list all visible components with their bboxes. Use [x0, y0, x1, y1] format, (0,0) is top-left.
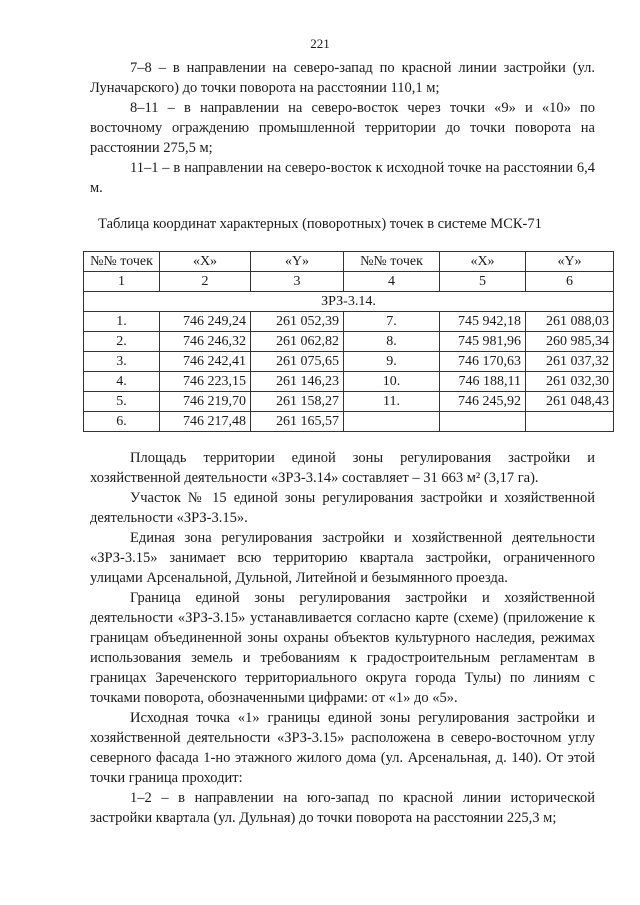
- table-header-cell: №№ точек: [344, 252, 440, 272]
- table-row: [84, 372, 614, 392]
- x-coordinate: 746 188,11: [440, 372, 526, 392]
- point-number: 7.: [344, 312, 440, 332]
- table-zone-row: [84, 292, 614, 312]
- zone-title: ЗРЗ-3.14.: [84, 292, 614, 312]
- page-number: 221: [310, 36, 330, 51]
- y-coordinate: 261 037,32: [526, 352, 614, 372]
- point-number: 6.: [84, 412, 160, 432]
- point-number: 2.: [84, 332, 160, 352]
- y-coordinate: 261 165,57: [251, 412, 344, 432]
- top-text-block: [90, 58, 595, 198]
- table-number-cell: 1: [84, 272, 160, 292]
- table-header-cell: «Y»: [251, 252, 344, 272]
- x-coordinate: 746 249,24: [160, 312, 251, 332]
- paragraph: Площадь территории единой зоны регулирования застройки и хозяйственной деятельности «ЗРЗ-3.14» составляет – 31 663 м² (3,17 га).: [90, 450, 595, 486]
- table-number-cell: 5: [440, 272, 526, 292]
- table-row: [84, 412, 614, 432]
- point-number: 11.: [344, 392, 440, 412]
- point-number: 5.: [84, 392, 160, 412]
- paragraph: Граница единой зоны регулирования застройки и хозяйственной деятельности «ЗРЗ-3.15» устанавливается согласно карте (схеме) (приложение к границам объединенной зоны охраны объектов культурного наследия, режимах использования земель и требованиям к градостроительным регламентам в границах Зареченского территориального округа города Тулы) по линиям с точками поворота, обозначенными цифрами: от «1» до «5».: [90, 590, 595, 706]
- y-coordinate: 261 048,43: [526, 392, 614, 412]
- bottom-text-block: [90, 448, 595, 828]
- x-coordinate: 745 981,96: [440, 332, 526, 352]
- x-coordinate: [440, 412, 526, 432]
- table-header-cell: «Y»: [526, 252, 614, 272]
- paragraph: 1–2 – в направлении на юго-запад по красной линии исторической застройки квартала (ул. Дульная) до точки поворота на расстоянии 225,3 м;: [90, 790, 595, 826]
- table-number-cell: 6: [526, 272, 614, 292]
- table-number-row: [84, 272, 614, 292]
- y-coordinate: 261 146,23: [251, 372, 344, 392]
- y-coordinate: 261 062,82: [251, 332, 344, 352]
- table-number-cell: 3: [251, 272, 344, 292]
- table-header-cell: «X»: [160, 252, 251, 272]
- x-coordinate: 746 245,92: [440, 392, 526, 412]
- x-coordinate: 746 217,48: [160, 412, 251, 432]
- x-coordinate: 746 219,70: [160, 392, 251, 412]
- point-number: 10.: [344, 372, 440, 392]
- table-header-cell: №№ точек: [84, 252, 160, 272]
- table-number-cell: 4: [344, 272, 440, 292]
- paragraph: Исходная точка «1» границы единой зоны регулирования застройки и хозяйственной деятельности «ЗРЗ-3.15» расположена в северо-восточном углу северного фасада 1-но этажного жилого дома (ул. Арсенальная, д. 140). От этой точки граница проходит:: [90, 710, 595, 786]
- x-coordinate: 746 242,41: [160, 352, 251, 372]
- table-row: [84, 392, 614, 412]
- point-number: 1.: [84, 312, 160, 332]
- x-coordinate: 746 170,63: [440, 352, 526, 372]
- table-row: [84, 312, 614, 332]
- point-number: 9.: [344, 352, 440, 372]
- x-coordinate: 745 942,18: [440, 312, 526, 332]
- y-coordinate: 261 088,03: [526, 312, 614, 332]
- point-number: 4.: [84, 372, 160, 392]
- point-number: 8.: [344, 332, 440, 352]
- y-coordinate: [526, 412, 614, 432]
- paragraph: Участок № 15 единой зоны регулирования застройки и хозяйственной деятельности «ЗРЗ-3.15».: [90, 490, 595, 526]
- table-row: [84, 332, 614, 352]
- table-header-row: [84, 252, 614, 272]
- point-number: 3.: [84, 352, 160, 372]
- x-coordinate: 746 223,15: [160, 372, 251, 392]
- y-coordinate: 261 158,27: [251, 392, 344, 412]
- table-header-cell: «X»: [440, 252, 526, 272]
- paragraph: 7–8 – в направлении на северо-запад по красной линии застройки (ул. Луначарского) до точки поворота на расстоянии 110,1 м;: [90, 60, 595, 96]
- x-coordinate: 746 246,32: [160, 332, 251, 352]
- point-number: [344, 412, 440, 432]
- y-coordinate: 261 052,39: [251, 312, 344, 332]
- table-number-cell: 2: [160, 272, 251, 292]
- table-caption: Таблица координат характерных (поворотных) точек в системе МСК-71: [98, 216, 542, 232]
- coordinates-table: [83, 251, 614, 432]
- paragraph: Единая зона регулирования застройки и хозяйственной деятельности «ЗРЗ-3.15» занимает всю территорию квартала застройки, ограниченного улицами Арсенальной, Дульной, Литейной и безымянного проезда.: [90, 530, 595, 586]
- y-coordinate: 260 985,34: [526, 332, 614, 352]
- y-coordinate: 261 032,30: [526, 372, 614, 392]
- paragraph: 8–11 – в направлении на северо-восток через точки «9» и «10» по восточному ограждению промышленной территории до точки поворота на расстоянии 275,5 м;: [90, 100, 595, 156]
- paragraph: 11–1 – в направлении на северо-восток к исходной точке на расстоянии 6,4 м.: [90, 160, 595, 196]
- y-coordinate: 261 075,65: [251, 352, 344, 372]
- table-row: [84, 352, 614, 372]
